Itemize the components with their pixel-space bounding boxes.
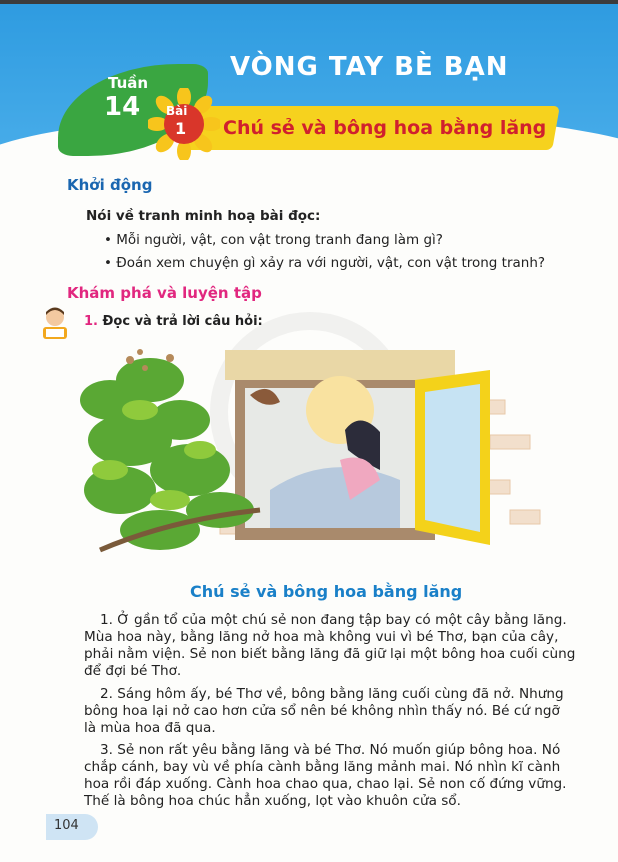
story-title: Chú sẻ và bông hoa bằng lăng xyxy=(190,582,463,601)
page-number: 104 xyxy=(54,818,79,833)
story-line: để đợi bé Thơ. xyxy=(84,663,182,679)
lesson-label: Bài xyxy=(166,104,188,118)
week-number: 14 xyxy=(104,92,141,122)
story-line: Mùa hoa này, bằng lăng nở hoa mà không vui vì bé Thơ, bạn của cây, xyxy=(84,629,559,645)
story-line: hoa rồi đáp xuống. Cành hoa chao qua, chao lại. Sẻ non cố đứng vững. xyxy=(84,776,567,792)
explore-heading: Khám phá và luyện tập xyxy=(67,284,262,302)
story-illustration xyxy=(70,340,550,566)
reading-child-icon xyxy=(37,305,73,341)
top-edge xyxy=(0,0,618,4)
question-number: 1. xyxy=(84,314,98,329)
story-paragraph-2 xyxy=(84,686,564,737)
story-line: 1. Ở gần tổ của một chú sẻ non đang tập bay có một cây bằng lăng. xyxy=(100,612,567,628)
story-paragraph-3 xyxy=(84,742,567,810)
question-1 xyxy=(84,314,263,329)
story-line: 3. Sẻ non rất yêu bằng lăng và bé Thơ. Nó muốn giúp bông hoa. Nó xyxy=(100,742,561,758)
story-line: Thế là bông hoa chúc hẳn xuống, lọt vào khuôn cửa sổ. xyxy=(84,793,461,809)
warmup-heading: Khởi động xyxy=(67,176,153,194)
lesson-number: 1 xyxy=(175,119,187,138)
story-line: 2. Sáng hôm ấy, bé Thơ về, bông bằng lăng cuối cùng đã nở. Nhưng xyxy=(100,686,564,702)
warmup-instruction: Nói về tranh minh hoạ bài đọc: xyxy=(86,208,321,224)
question-text: Đọc và trả lời câu hỏi: xyxy=(102,314,263,329)
week-label: Tuần xyxy=(108,74,149,92)
story-line: phải nằm viện. Sẻ non biết bằng lăng đã giữ lại một bông hoa cuối cùng xyxy=(84,646,576,662)
warmup-bullet: • Mỗi người, vật, con vật trong tranh đang làm gì? xyxy=(104,232,443,248)
warmup-bullet: • Đoán xem chuyện gì xảy ra với người, vật, con vật trong tranh? xyxy=(104,255,546,271)
story-line: bông hoa lại nở cao hơn cửa sổ nên bé không nhìn thấy nó. Bé cứ ngỡ xyxy=(84,703,560,719)
story-line: là mùa hoa đã qua. xyxy=(84,720,216,736)
unit-title: VÒNG TAY BÈ BẠN xyxy=(230,52,509,82)
story-paragraph-1 xyxy=(84,612,576,680)
lesson-title: Chú sẻ và bông hoa bằng lăng xyxy=(223,117,547,139)
story-line: chắp cánh, bay vù về phía cành bằng lăng mảnh mai. Nó nhìn kĩ cành xyxy=(84,759,561,775)
